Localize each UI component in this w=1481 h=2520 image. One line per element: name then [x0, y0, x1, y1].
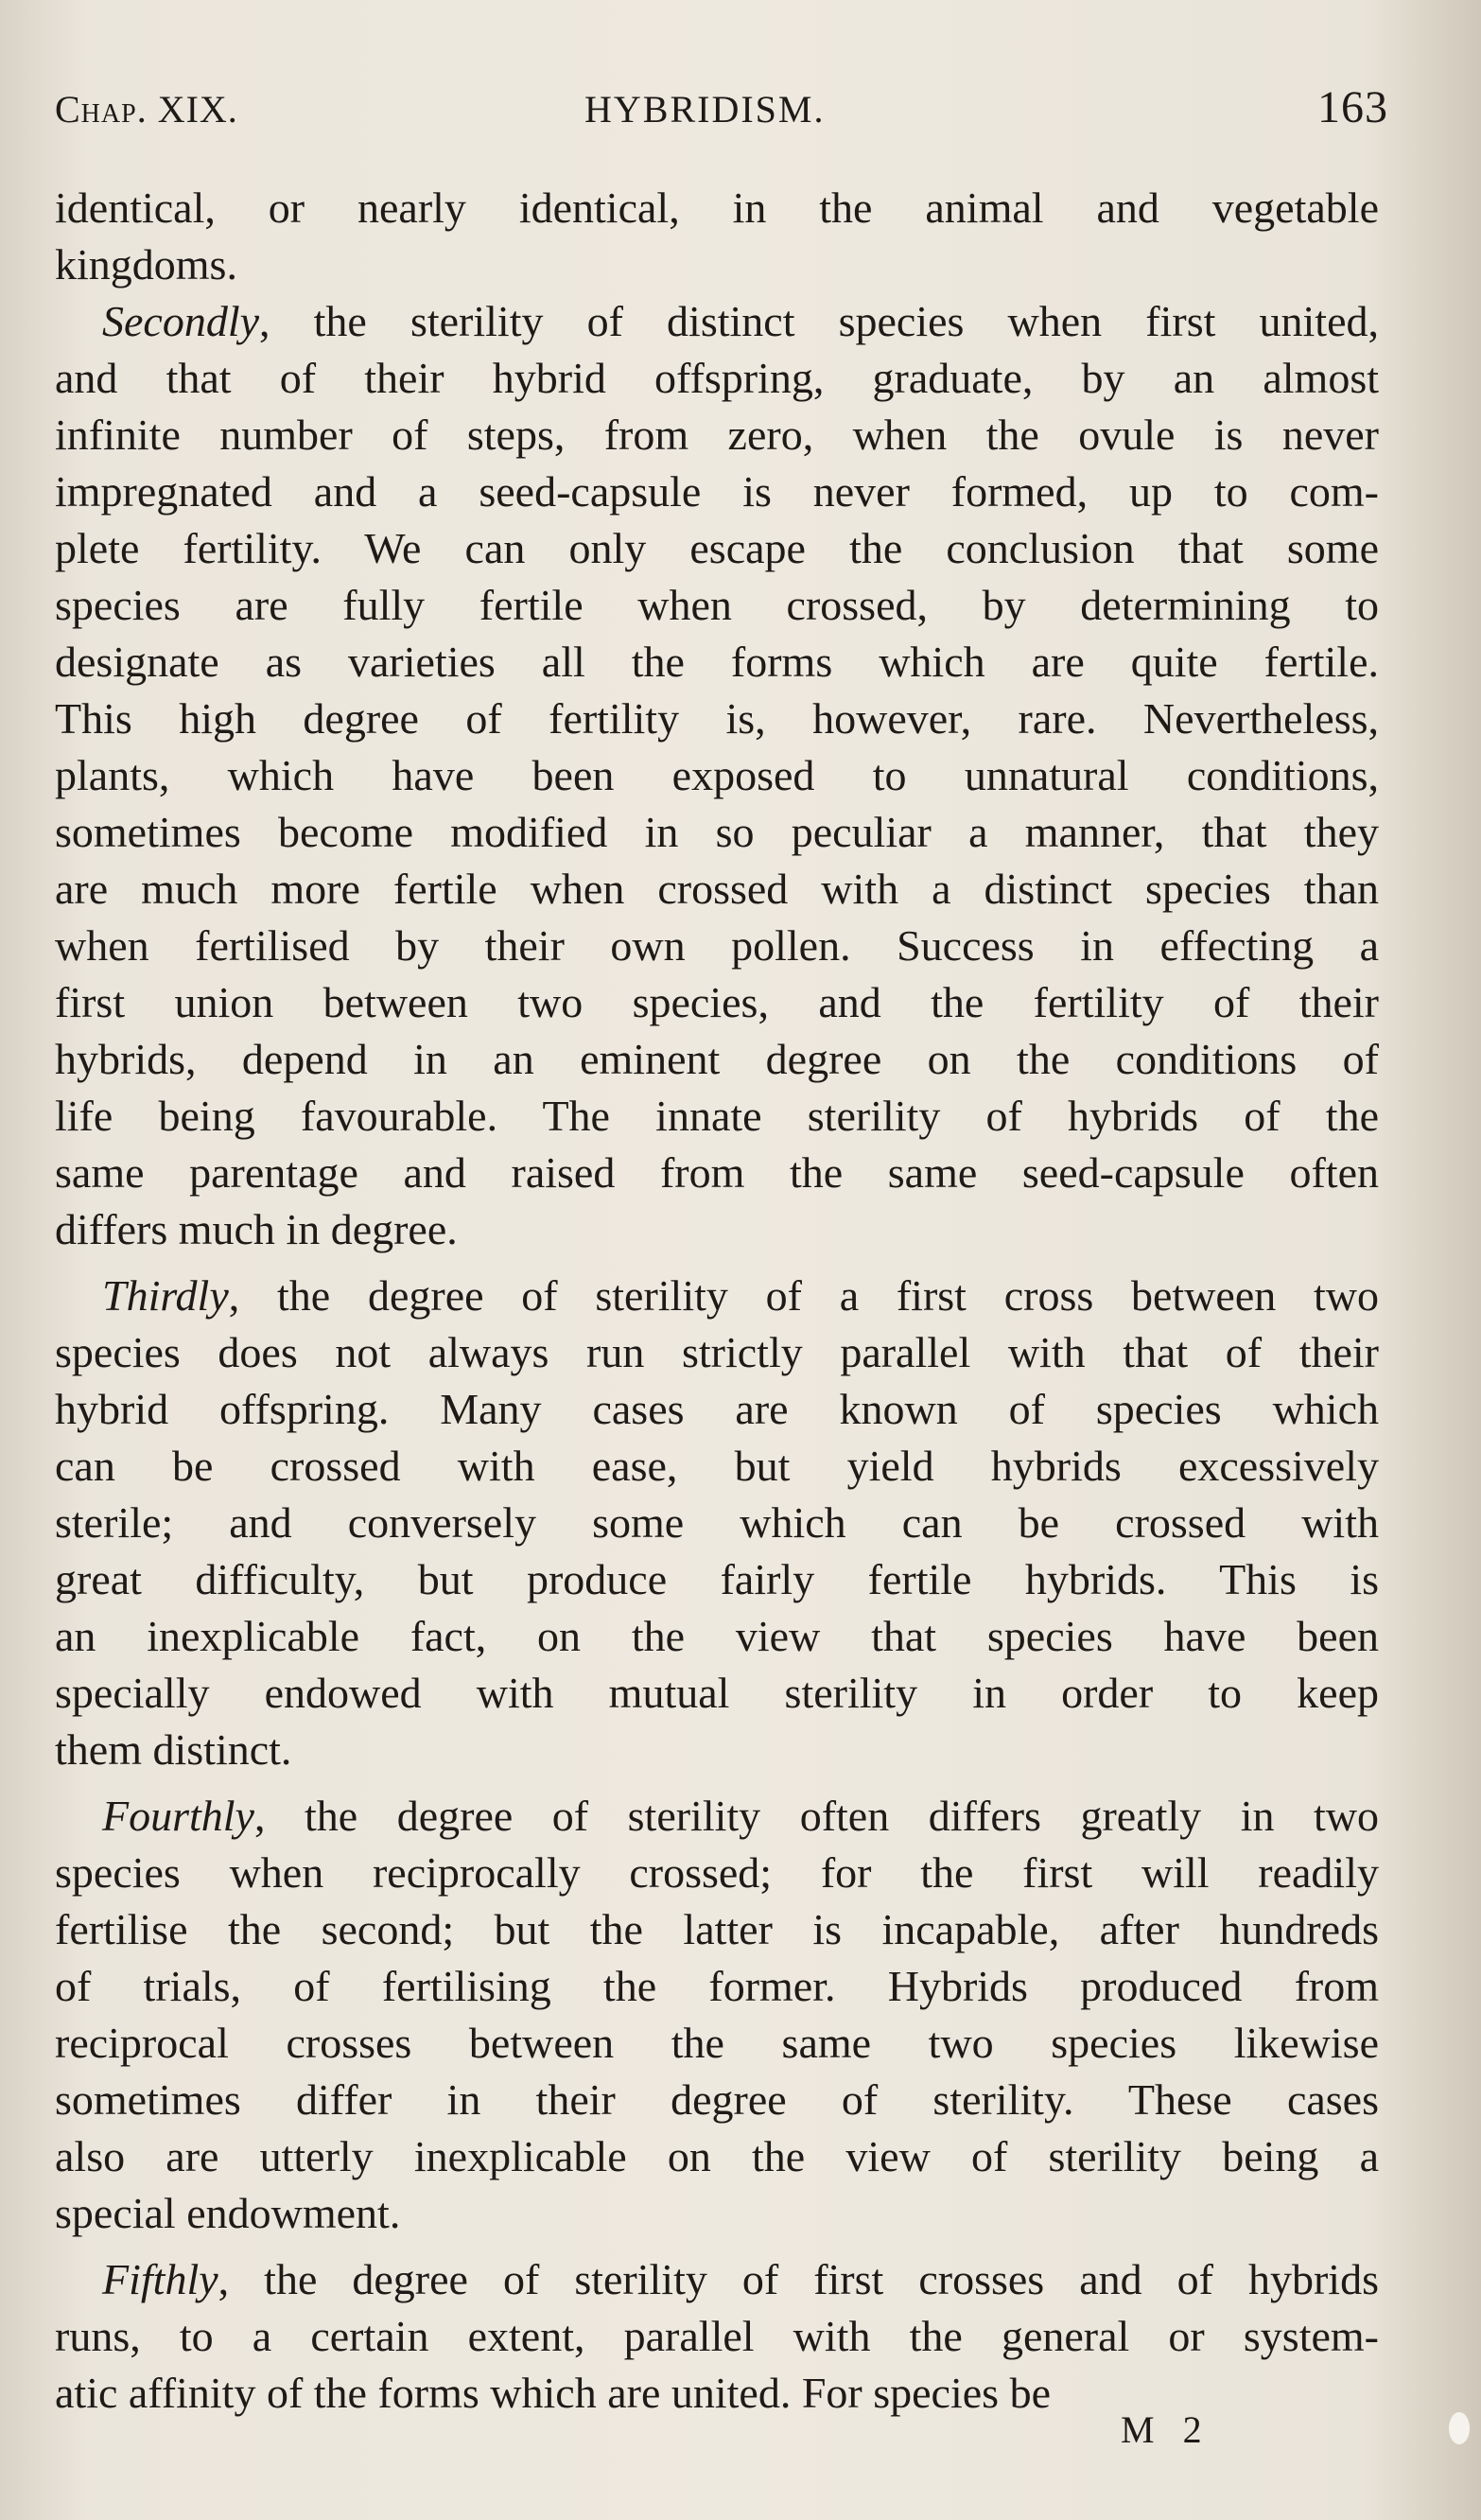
text-line: species when reciprocally crossed; for the first will readily — [55, 1848, 1379, 1897]
paragraph-gap — [55, 2242, 1379, 2251]
text-line: Fourthly, the degree of sterility often differs greatly in two — [102, 1792, 1379, 1840]
text-line: them distinct. — [55, 1725, 292, 1774]
signature-mark: M 2 — [1121, 2408, 1211, 2451]
text-line: of trials, of fertilising the former. Hybrids produced from — [55, 1962, 1379, 2010]
chapter-label: Chap. XIX. — [55, 88, 238, 131]
text-line: special endowment. — [55, 2189, 401, 2237]
text-line: plete fertility. We can only escape the conclusion that some — [55, 524, 1379, 572]
text-line: when fertilised by their own pollen. Success in effecting a — [55, 921, 1379, 970]
text-line: can be crossed with ease, but yield hybrids excessively — [55, 1442, 1379, 1490]
text-line: species are fully fertile when crossed, by determining to — [55, 581, 1379, 629]
text-line: sterile; and conversely some which can be crossed with — [55, 1498, 1379, 1547]
text-line: reciprocal crosses between the same two species likewise — [55, 2019, 1379, 2067]
text-line: same parentage and raised from the same seed-capsule often — [55, 1148, 1379, 1197]
text-line: first union between two species, and the fertility of their — [55, 978, 1379, 1026]
text-line: sometimes become modified in so peculiar a manner, that they — [55, 808, 1379, 856]
text-line: differs much in degree. — [55, 1205, 458, 1253]
paragraph — [55, 1788, 1379, 2242]
text-line: identical, or nearly identical, in the animal and vegetable — [55, 184, 1379, 232]
body-text — [55, 180, 1379, 2422]
text-line: also are utterly inexplicable on the view of sterility being a — [55, 2132, 1379, 2180]
text-line: hybrid offspring. Many cases are known of species which — [55, 1385, 1379, 1433]
text-line: plants, which have been exposed to unnatural conditions, — [55, 751, 1379, 799]
text-line: designate as varieties all the forms which are quite fertile. — [55, 638, 1379, 686]
text-line: species does not always run strictly parallel with that of their — [55, 1328, 1379, 1376]
text-line: specially endowed with mutual sterility in order to keep — [55, 1669, 1379, 1717]
text-line: an inexplicable fact, on the view that species have been — [55, 1612, 1379, 1660]
text-line: sometimes differ in their degree of sterility. These cases — [55, 2075, 1379, 2124]
paragraph — [55, 293, 1379, 1258]
text-line: life being favourable. The innate sterility of hybrids of the — [55, 1092, 1379, 1140]
text-line: are much more fertile when crossed with a distinct species than — [55, 865, 1379, 913]
paragraph-gap — [55, 1258, 1379, 1268]
running-head — [55, 82, 1388, 144]
text-line: Secondly, the sterility of distinct species when first united, — [102, 297, 1379, 345]
paragraph-gap — [55, 1778, 1379, 1788]
text-line: kingdoms. — [55, 240, 237, 289]
text-line: This high degree of fertility is, however, rare. Nevertheless, — [55, 694, 1379, 743]
text-line: atic affinity of the forms which are united. For species be — [55, 2369, 1051, 2417]
text-line: runs, to a certain extent, parallel with the general or system- — [55, 2312, 1379, 2360]
paragraph — [55, 2251, 1379, 2422]
running-title: HYBRIDISM. — [584, 88, 826, 131]
text-line: fertilise the second; but the latter is incapable, after hundreds — [55, 1905, 1379, 1953]
page-number: 163 — [1317, 82, 1388, 132]
text-line: infinite number of steps, from zero, when the ovule is never — [55, 411, 1379, 459]
paragraph — [55, 180, 1379, 293]
text-line: Fifthly, the degree of sterility of first crosses and of hybrids — [102, 2255, 1379, 2303]
text-line: impregnated and a seed-capsule is never formed, up to com- — [55, 467, 1379, 516]
text-line: Thirdly, the degree of sterility of a first cross between two — [102, 1271, 1379, 1320]
text-line: hybrids, depend in an eminent degree on the conditions of — [55, 1035, 1379, 1083]
page-blemish — [1449, 2412, 1470, 2444]
text-line: and that of their hybrid offspring, graduate, by an almost — [55, 354, 1379, 402]
paragraph — [55, 1268, 1379, 1778]
text-line: great difficulty, but produce fairly fertile hybrids. This is — [55, 1555, 1379, 1603]
